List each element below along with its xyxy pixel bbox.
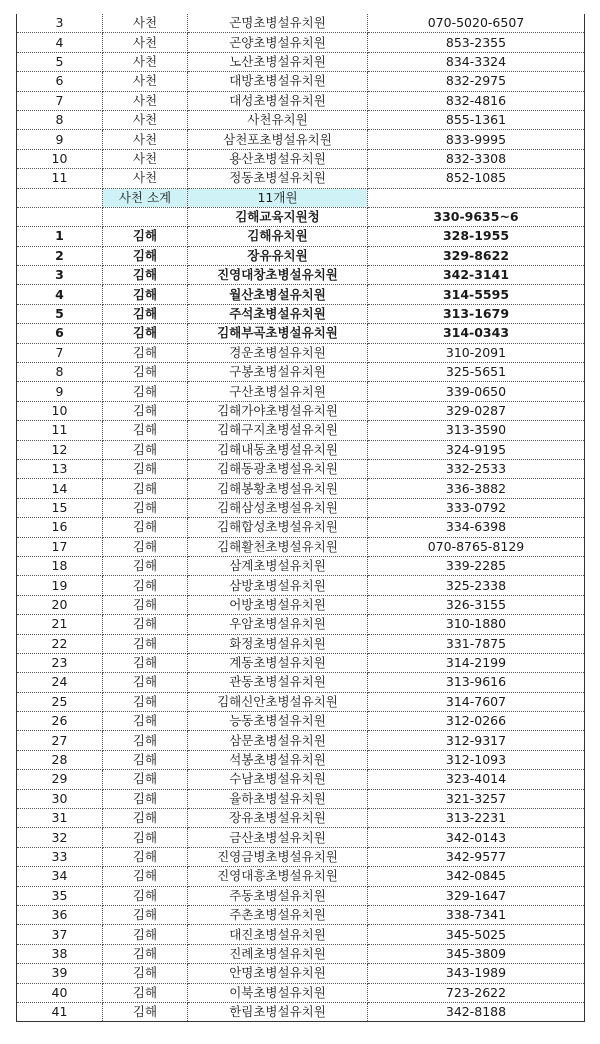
kindergarten-name: 주석초병설유치원: [188, 304, 368, 323]
kindergarten-name: 김해합성초병설유치원: [188, 518, 368, 537]
table-row: [17, 537, 585, 556]
table-row: [17, 382, 585, 401]
table-row: [17, 246, 585, 265]
region-cell: 김해: [103, 828, 188, 847]
table-row: [17, 91, 585, 110]
kindergarten-name: 화정초병설유치원: [188, 634, 368, 653]
table-body: [17, 14, 585, 1022]
region-cell: 김해: [103, 440, 188, 459]
row-number: 21: [17, 615, 103, 634]
region-cell: 김해: [103, 944, 188, 963]
region-cell: 김해: [103, 634, 188, 653]
kindergarten-name: 김해봉황초병설유치원: [188, 479, 368, 498]
table-row: [17, 886, 585, 905]
table-row: [17, 343, 585, 362]
kindergarten-name: 대방초병설유치원: [188, 72, 368, 91]
region-cell: 김해: [103, 324, 188, 343]
table-row: [17, 964, 585, 983]
phone-number: 333-0792: [368, 498, 585, 517]
row-number: 10: [17, 401, 103, 420]
region-cell: 사천: [103, 130, 188, 149]
region-cell: 김해: [103, 750, 188, 769]
table-row: [17, 595, 585, 614]
region-cell: 김해: [103, 266, 188, 285]
table-row: [17, 285, 585, 304]
table-row: [17, 363, 585, 382]
kindergarten-name: 어방초병설유치원: [188, 595, 368, 614]
phone-number: 314-7607: [368, 692, 585, 711]
row-number: 3: [17, 266, 103, 285]
phone-number: 336-3882: [368, 479, 585, 498]
row-number: 3: [17, 14, 103, 33]
phone-number: 310-2091: [368, 343, 585, 362]
region-cell: 사천: [103, 14, 188, 33]
region-cell: 사천: [103, 91, 188, 110]
kindergarten-name: 구산초병설유치원: [188, 382, 368, 401]
row-number: 41: [17, 1002, 103, 1021]
region-cell: 김해: [103, 673, 188, 692]
row-number: 31: [17, 809, 103, 828]
phone-number: 342-8188: [368, 1002, 585, 1021]
region-cell: 김해: [103, 770, 188, 789]
kindergarten-name: 주촌초병설유치원: [188, 905, 368, 924]
row-number: 30: [17, 789, 103, 808]
region-cell: 김해: [103, 809, 188, 828]
kindergarten-name: 대성초병설유치원: [188, 91, 368, 110]
row-number: 22: [17, 634, 103, 653]
region-cell: 김해: [103, 692, 188, 711]
table-row: [17, 673, 585, 692]
phone-number: 342-9577: [368, 847, 585, 866]
phone-number: 312-0266: [368, 712, 585, 731]
table-row: [17, 440, 585, 459]
kindergarten-name: 김해활천초병설유치원: [188, 537, 368, 556]
row-number: 6: [17, 324, 103, 343]
table-row: [17, 634, 585, 653]
row-number: 13: [17, 459, 103, 478]
region-cell: 김해: [103, 653, 188, 672]
phone-number: 723-2622: [368, 983, 585, 1002]
row-number: 24: [17, 673, 103, 692]
region-cell: 사천 소계: [103, 188, 188, 207]
kindergarten-name: 장유유치원: [188, 246, 368, 265]
row-number: 15: [17, 498, 103, 517]
row-number: 26: [17, 712, 103, 731]
table-row: [17, 925, 585, 944]
row-number: 5: [17, 52, 103, 71]
region-cell: 김해: [103, 867, 188, 886]
region-cell: 사천: [103, 169, 188, 188]
row-number: 38: [17, 944, 103, 963]
kindergarten-table-sheet: [16, 14, 584, 1022]
row-number: 25: [17, 692, 103, 711]
row-number: 32: [17, 828, 103, 847]
region-cell: 사천: [103, 110, 188, 129]
row-number: 11: [17, 421, 103, 440]
table-row: [17, 459, 585, 478]
phone-number: 314-5595: [368, 285, 585, 304]
row-number: 37: [17, 925, 103, 944]
kindergarten-name: 율하초병설유치원: [188, 789, 368, 808]
table-row: [17, 867, 585, 886]
row-number: 6: [17, 72, 103, 91]
kindergarten-name: 용산초병설유치원: [188, 149, 368, 168]
row-number: 5: [17, 304, 103, 323]
kindergarten-name: 정동초병설유치원: [188, 169, 368, 188]
kindergarten-name: 진영금병초병설유치원: [188, 847, 368, 866]
phone-number: 325-5651: [368, 363, 585, 382]
kindergarten-name: 사천유치원: [188, 110, 368, 129]
office-row: [17, 207, 585, 226]
kindergarten-name: 계동초병설유치원: [188, 653, 368, 672]
phone-number: 832-4816: [368, 91, 585, 110]
region-cell: 김해: [103, 285, 188, 304]
region-cell: 김해: [103, 576, 188, 595]
table-row: [17, 130, 585, 149]
region-cell: 김해: [103, 401, 188, 420]
phone-number: 310-1880: [368, 615, 585, 634]
kindergarten-name: 구봉초병설유치원: [188, 363, 368, 382]
region-cell: 사천: [103, 72, 188, 91]
row-number: 19: [17, 576, 103, 595]
kindergarten-name: 김해동광초병설유치원: [188, 459, 368, 478]
phone-number: 313-3590: [368, 421, 585, 440]
kindergarten-name: 노산초병설유치원: [188, 52, 368, 71]
kindergarten-name: 삼문초병설유치원: [188, 731, 368, 750]
region-cell: [103, 207, 188, 226]
row-number: 20: [17, 595, 103, 614]
row-number: 17: [17, 537, 103, 556]
kindergarten-name: 관동초병설유치원: [188, 673, 368, 692]
kindergarten-name: 대진초병설유치원: [188, 925, 368, 944]
row-number: 34: [17, 867, 103, 886]
region-cell: 김해: [103, 246, 188, 265]
kindergarten-name: 김해유치원: [188, 227, 368, 246]
row-number: 29: [17, 770, 103, 789]
row-number: 8: [17, 363, 103, 382]
kindergarten-name: 한림초병설유치원: [188, 1002, 368, 1021]
table-row: [17, 750, 585, 769]
region-cell: 김해: [103, 459, 188, 478]
kindergarten-name: 금산초병설유치원: [188, 828, 368, 847]
table-row: [17, 304, 585, 323]
region-cell: 김해: [103, 304, 188, 323]
table-row: [17, 52, 585, 71]
table-row: [17, 983, 585, 1002]
kindergarten-table: [16, 14, 585, 1022]
table-row: [17, 33, 585, 52]
kindergarten-name: 삼방초병설유치원: [188, 576, 368, 595]
region-cell: 김해: [103, 847, 188, 866]
kindergarten-name: 삼천포초병설유치원: [188, 130, 368, 149]
row-number: 7: [17, 91, 103, 110]
kindergarten-name: 안명초병설유치원: [188, 964, 368, 983]
row-number: 8: [17, 110, 103, 129]
region-cell: 김해: [103, 498, 188, 517]
phone-number: 832-2975: [368, 72, 585, 91]
table-row: [17, 828, 585, 847]
region-cell: 김해: [103, 363, 188, 382]
kindergarten-name: 석봉초병설유치원: [188, 750, 368, 769]
row-number: 7: [17, 343, 103, 362]
row-number: 33: [17, 847, 103, 866]
row-number: 27: [17, 731, 103, 750]
kindergarten-name: 주동초병설유치원: [188, 886, 368, 905]
table-row: [17, 14, 585, 33]
row-number: 2: [17, 246, 103, 265]
region-cell: 사천: [103, 149, 188, 168]
kindergarten-name: 김해가야초병설유치원: [188, 401, 368, 420]
phone-number: 342-0845: [368, 867, 585, 886]
table-row: [17, 556, 585, 575]
table-row: [17, 227, 585, 246]
region-cell: 김해: [103, 731, 188, 750]
kindergarten-name: 능동초병설유치원: [188, 712, 368, 731]
region-cell: 김해: [103, 382, 188, 401]
kindergarten-name: 김해삼성초병설유치원: [188, 498, 368, 517]
kindergarten-name: 이북초병설유치원: [188, 983, 368, 1002]
phone-number: 853-2355: [368, 33, 585, 52]
table-row: [17, 401, 585, 420]
phone-number: 855-1361: [368, 110, 585, 129]
table-row: [17, 576, 585, 595]
table-row: [17, 653, 585, 672]
region-cell: 김해: [103, 905, 188, 924]
phone-number: 070-8765-8129: [368, 537, 585, 556]
table-row: [17, 498, 585, 517]
region-cell: 김해: [103, 886, 188, 905]
row-number: [17, 188, 103, 207]
region-cell: 김해: [103, 712, 188, 731]
table-row: [17, 1002, 585, 1021]
table-row: [17, 692, 585, 711]
kindergarten-name: 수남초병설유치원: [188, 770, 368, 789]
phone-number: 312-1093: [368, 750, 585, 769]
table-row: [17, 847, 585, 866]
phone-number: 852-1085: [368, 169, 585, 188]
phone-number: 339-0650: [368, 382, 585, 401]
kindergarten-name: 진영대창초병설유치원: [188, 266, 368, 285]
region-cell: 김해: [103, 615, 188, 634]
region-cell: 김해: [103, 983, 188, 1002]
kindergarten-name: 곤명초병설유치원: [188, 14, 368, 33]
kindergarten-name: 김해내동초병설유치원: [188, 440, 368, 459]
row-number: 36: [17, 905, 103, 924]
row-number: 4: [17, 285, 103, 304]
row-number: 35: [17, 886, 103, 905]
row-number: 1: [17, 227, 103, 246]
region-cell: 김해: [103, 556, 188, 575]
phone-number: 313-9616: [368, 673, 585, 692]
table-row: [17, 324, 585, 343]
phone-number: 342-0143: [368, 828, 585, 847]
phone-number: 331-7875: [368, 634, 585, 653]
row-number: [17, 207, 103, 226]
region-cell: 김해: [103, 343, 188, 362]
table-row: [17, 770, 585, 789]
phone-number: 313-1679: [368, 304, 585, 323]
phone-number: 329-1647: [368, 886, 585, 905]
table-row: [17, 169, 585, 188]
table-row: [17, 712, 585, 731]
phone-number: 330-9635~6: [368, 207, 585, 226]
kindergarten-name: 월산초병설유치원: [188, 285, 368, 304]
row-number: 39: [17, 964, 103, 983]
region-cell: 사천: [103, 33, 188, 52]
phone-number: 343-1989: [368, 964, 585, 983]
kindergarten-name: 김해교육지원청: [188, 207, 368, 226]
phone-number: 342-3141: [368, 266, 585, 285]
phone-number: 334-6398: [368, 518, 585, 537]
phone-number: 070-5020-6507: [368, 14, 585, 33]
row-number: 28: [17, 750, 103, 769]
table-row: [17, 789, 585, 808]
region-cell: 김해: [103, 421, 188, 440]
kindergarten-name: 김해부곡초병설유치원: [188, 324, 368, 343]
row-number: 12: [17, 440, 103, 459]
region-cell: 김해: [103, 1002, 188, 1021]
row-number: 40: [17, 983, 103, 1002]
phone-number: 834-3324: [368, 52, 585, 71]
phone-number: 339-2285: [368, 556, 585, 575]
table-row: [17, 944, 585, 963]
phone-number: 323-4014: [368, 770, 585, 789]
phone-number: 338-7341: [368, 905, 585, 924]
region-cell: 김해: [103, 964, 188, 983]
phone-number: 832-3308: [368, 149, 585, 168]
region-cell: 김해: [103, 518, 188, 537]
table-row: [17, 809, 585, 828]
row-number: 23: [17, 653, 103, 672]
phone-number: 332-2533: [368, 459, 585, 478]
region-cell: 사천: [103, 52, 188, 71]
kindergarten-name: 김해구지초병설유치원: [188, 421, 368, 440]
table-row: [17, 479, 585, 498]
phone-number: [368, 188, 585, 207]
phone-number: 329-0287: [368, 401, 585, 420]
row-number: 9: [17, 130, 103, 149]
phone-number: 321-3257: [368, 789, 585, 808]
table-row: [17, 72, 585, 91]
row-number: 18: [17, 556, 103, 575]
table-row: [17, 731, 585, 750]
table-row: [17, 149, 585, 168]
kindergarten-name: 진례초병설유치원: [188, 944, 368, 963]
kindergarten-name: 우암초병설유치원: [188, 615, 368, 634]
row-number: 14: [17, 479, 103, 498]
phone-number: 313-2231: [368, 809, 585, 828]
kindergarten-name: 11개원: [188, 188, 368, 207]
subtotal-row: [17, 188, 585, 207]
region-cell: 김해: [103, 595, 188, 614]
row-number: 9: [17, 382, 103, 401]
region-cell: 김해: [103, 479, 188, 498]
phone-number: 314-0343: [368, 324, 585, 343]
region-cell: 김해: [103, 537, 188, 556]
kindergarten-name: 삼계초병설유치원: [188, 556, 368, 575]
phone-number: 325-2338: [368, 576, 585, 595]
phone-number: 345-5025: [368, 925, 585, 944]
phone-number: 324-9195: [368, 440, 585, 459]
region-cell: 김해: [103, 227, 188, 246]
table-row: [17, 421, 585, 440]
row-number: 10: [17, 149, 103, 168]
phone-number: 312-9317: [368, 731, 585, 750]
region-cell: 김해: [103, 789, 188, 808]
phone-number: 314-2199: [368, 653, 585, 672]
kindergarten-name: 곤양초병설유치원: [188, 33, 368, 52]
table-row: [17, 518, 585, 537]
kindergarten-name: 장유초병설유치원: [188, 809, 368, 828]
row-number: 11: [17, 169, 103, 188]
phone-number: 345-3809: [368, 944, 585, 963]
phone-number: 329-8622: [368, 246, 585, 265]
phone-number: 833-9995: [368, 130, 585, 149]
table-row: [17, 615, 585, 634]
row-number: 4: [17, 33, 103, 52]
phone-number: 328-1955: [368, 227, 585, 246]
kindergarten-name: 김해신안초병설유치원: [188, 692, 368, 711]
table-row: [17, 266, 585, 285]
kindergarten-name: 진영대흥초병설유치원: [188, 867, 368, 886]
table-row: [17, 905, 585, 924]
row-number: 16: [17, 518, 103, 537]
phone-number: 326-3155: [368, 595, 585, 614]
region-cell: 김해: [103, 925, 188, 944]
kindergarten-name: 경운초병설유치원: [188, 343, 368, 362]
table-row: [17, 110, 585, 129]
